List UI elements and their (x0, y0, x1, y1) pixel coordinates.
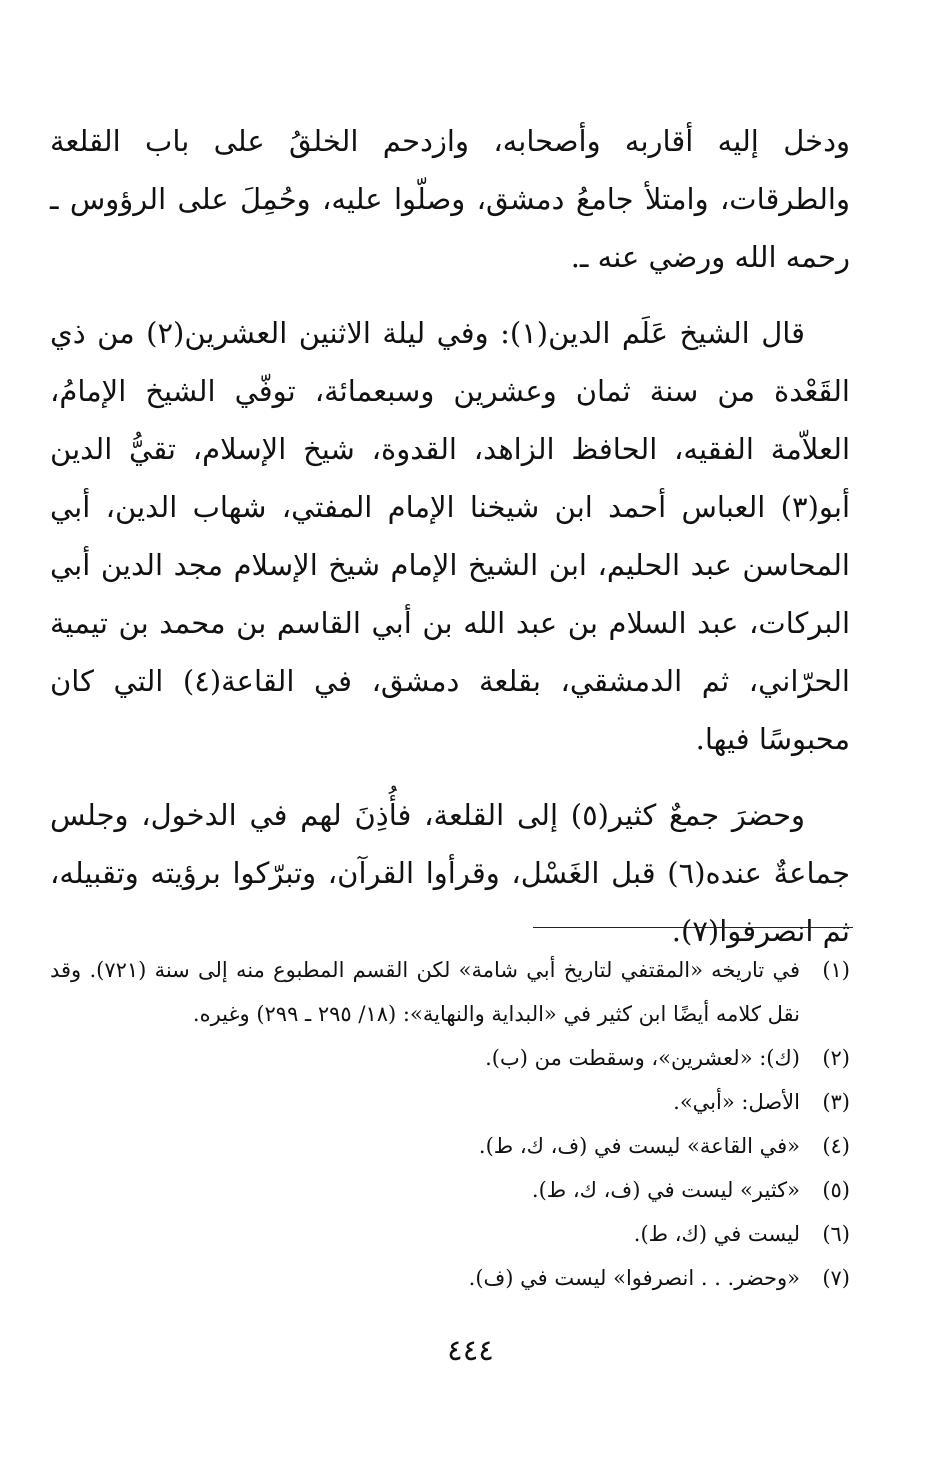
footnote-number: (٧) (822, 1266, 850, 1290)
paragraph-1: ودخل إليه أقاربه وأصحابه، وازدحم الخلقُ على باب القلعة والطرقات، وامتلأ جامعُ دمشق، وصلّوا عليه، وحُمِلَ على الرؤوس ـ رحمه الله ورضي عنه ـ. (50, 124, 850, 274)
paragraph-2: قال الشيخ عَلَم الدين(١): وفي ليلة الاثنين العشرين(٢) من ذي القَعْدة من سنة ثمان وعشرين وسبعمائة، توفّي الشيخ الإمامُ، العلاّمة الفقيه، الحافظ الزاهد، القدوة، شيخ الإسلام، تقيُّ الدين أبو(٣) العباس أحمد ابن شيخنا الإمام المفتي، شهاب الدين، أبي المحاسن عبد الحليم، ابن الشيخ الإمام شيخ الإسلام مجد الدين أبي البركات، عبد السلام بن عبد الله بن أبي القاسم بن محمد بن تيمية الحرّاني، ثم الدمشقي، بقلعة دمشق، في القاعة(٤) التي كان محبوسًا فيها. (50, 316, 851, 756)
footnote-number: (٢) (822, 1046, 850, 1070)
footnote-text: «في القاعة» ليست في (ف، ك، ط). (478, 1134, 800, 1158)
footnote-7 (50, 1256, 850, 1300)
page-number: ٤٤٤ (447, 1333, 494, 1367)
footnote-text: الأصل: «أبي». (673, 1090, 800, 1114)
footnote-6 (50, 1212, 850, 1256)
footnote-2 (50, 1036, 850, 1080)
footnote-text: في تاريخه «المقتفي لتاريخ أبي شامة» لكن القسم المطبوع منه إلى سنة (٧٢١). وقد نقل كلامه أيضًا ابن كثير في «البداية والنهاية»: (١٨/ ٢٩٥ ـ ٢٩٩) وغيره. (50, 958, 800, 1026)
footnote-number: (٣) (822, 1090, 850, 1114)
footnote-number: (٥) (822, 1178, 850, 1202)
footnote-text: (ك): «لعشرين»، وسقطت من (ب). (485, 1046, 800, 1070)
footnote-number: (٤) (822, 1134, 850, 1158)
footnote-number: (٦) (822, 1222, 850, 1246)
paragraph-3: وحضرَ جمعٌ كثير(٥) إلى القلعة، فأُذِنَ لهم في الدخول، وجلس جماعةٌ عنده(٦) قبل الغَسْل، وقرأوا القرآن، وتبرّكوا برؤيته وتقبيله، ثم انصرفوا(٧). (50, 798, 850, 948)
footnote-4 (50, 1124, 850, 1168)
footnote-number: (١) (822, 958, 850, 982)
footnote-5 (50, 1168, 850, 1212)
footnote-text: «كثير» ليست في (ف، ك، ط). (531, 1178, 800, 1202)
footnote-divider (533, 927, 853, 928)
footnote-text: ليست في (ك، ط). (633, 1222, 800, 1246)
footnotes (50, 948, 850, 1300)
footnote-3 (50, 1080, 850, 1124)
main-text (50, 112, 850, 978)
footnote-text: «وحضر. . . انصرفوا» ليست في (ف). (468, 1266, 800, 1290)
footnote-1 (50, 948, 850, 1036)
